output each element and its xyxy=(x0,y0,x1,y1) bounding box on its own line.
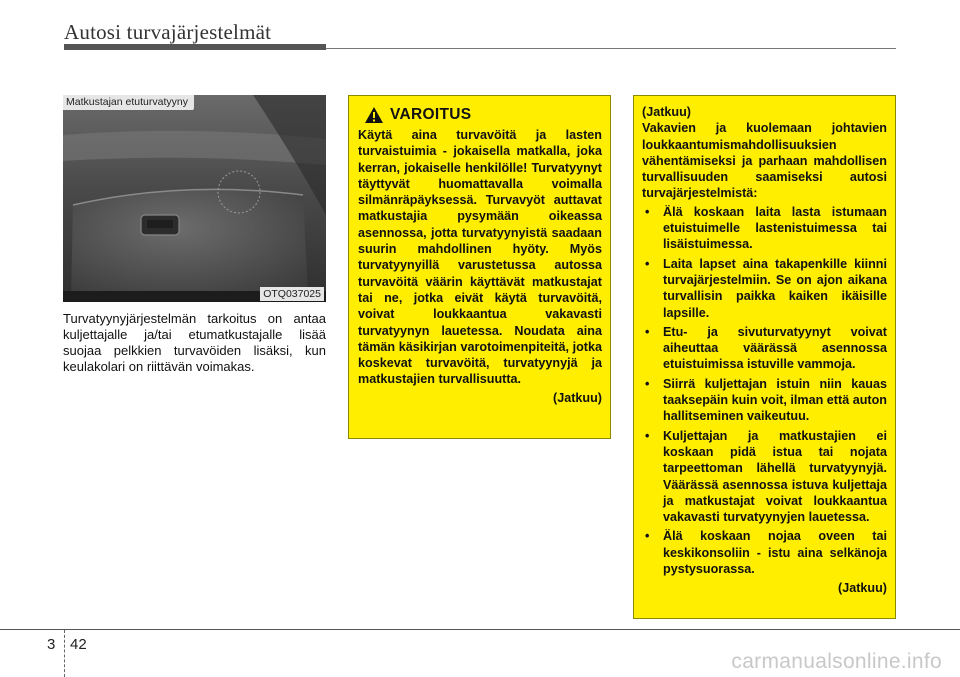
warning-box xyxy=(348,95,611,439)
warning-header xyxy=(358,106,602,124)
header-rule-thick xyxy=(64,44,326,50)
body-paragraph: Turvatyynyjärjestelmän tarkoitus on antaa kuljettajalle ja/tai etumatkustajalle lisää suojaa pelkkien turvavöiden lisäksi, kun keulakolari on riittävän voimakas. xyxy=(63,311,326,374)
header-rule-thin xyxy=(326,48,896,49)
list-item: • Laita lapset aina takapenkille kiinni turvajärjestelmiin. Se on ajon aikana turvallisin paikka kaiken ikäisille lapsille. xyxy=(642,256,887,321)
footer-separator xyxy=(64,630,65,677)
figure-label: Matkustajan etuturvatyyny xyxy=(63,95,194,110)
footer-rule xyxy=(0,629,960,630)
list-item: • Etu- ja sivuturvatyynyt voivat aiheuttaa väärässä asennossa etuistuimissa istuville vammoja. xyxy=(642,324,887,373)
continuation-continued: (Jatkuu) xyxy=(838,581,887,596)
warning-triangle-icon xyxy=(364,106,384,124)
figure-code: OTQ037025 xyxy=(260,287,324,301)
safety-bullet-list xyxy=(642,204,887,578)
warning-continued: (Jatkuu) xyxy=(553,390,602,405)
warning-title: VAROITUS xyxy=(390,105,472,123)
continuation-box xyxy=(633,95,896,619)
footer-page-number: 42 xyxy=(70,636,87,653)
list-item: • Kuljettajan ja matkustajien ei koskaan pidä istua tai nojata tarpeettoman lähellä turvatyynyjä. Väärässä asennossa istuva kuljettaja ja matkustajat voivat loukkaantua vakavasti turvatyynyjen lauetessa. xyxy=(642,428,887,526)
page-header-title: Autosi turvajärjestelmät xyxy=(64,20,272,44)
continuation-intro: Vakavien ja kuolemaan johtavien loukkaantumismahdollisuuksien vähentämiseksi ja parhaan mahdollisen turvallisuuden saamiseksi autosi turvajärjestelmistä: xyxy=(642,121,887,201)
list-item: • Älä koskaan nojaa oveen tai keskikonsoliin - istu aina selkänoja pystysuorassa. xyxy=(642,528,887,577)
continuation-heading: (Jatkuu) xyxy=(642,105,691,119)
warning-text: Käytä aina turvavöitä ja lasten turvaistuimia - jokaisella matkalla, joka kerran, jokaiselle henkilölle! Turvatyynyt täyttyvät huomattavalla voimalla silmänräpäyksessä. Turvavyöt auttavat matkustajia pysymään oikeassa asennossa, jotta turvatyynyistä saadaan suurin mahdollinen hyöty. Myös turvatyynyillä varustetussa autossa turvavöitä väärin käyttävät matkustajat tai ne, jotka eivät käytä turvavöitä, voivat loukkaantua vakavasti turvatyynyn lauetessa. Noudata aina tämän käsikirjan varotoimenpiteitä, jotka koskevat turvavöitä, turvatyynyjä ja matkustajien turvallisuutta. xyxy=(358,128,602,387)
airbag-photo xyxy=(63,95,326,302)
footer-section-number: 3 xyxy=(47,636,56,653)
watermark: carmanualsonline.info xyxy=(731,650,942,673)
dashboard-illustration xyxy=(63,95,326,302)
list-item: • Siirrä kuljettajan istuin niin kauas taaksepäin kuin voit, ilman että auton hallitseminen vaikeutuu. xyxy=(642,376,887,425)
list-item: • Älä koskaan laita lasta istumaan etuistuimelle lastenistuimessa tai lisäistuimessa. xyxy=(642,204,887,253)
